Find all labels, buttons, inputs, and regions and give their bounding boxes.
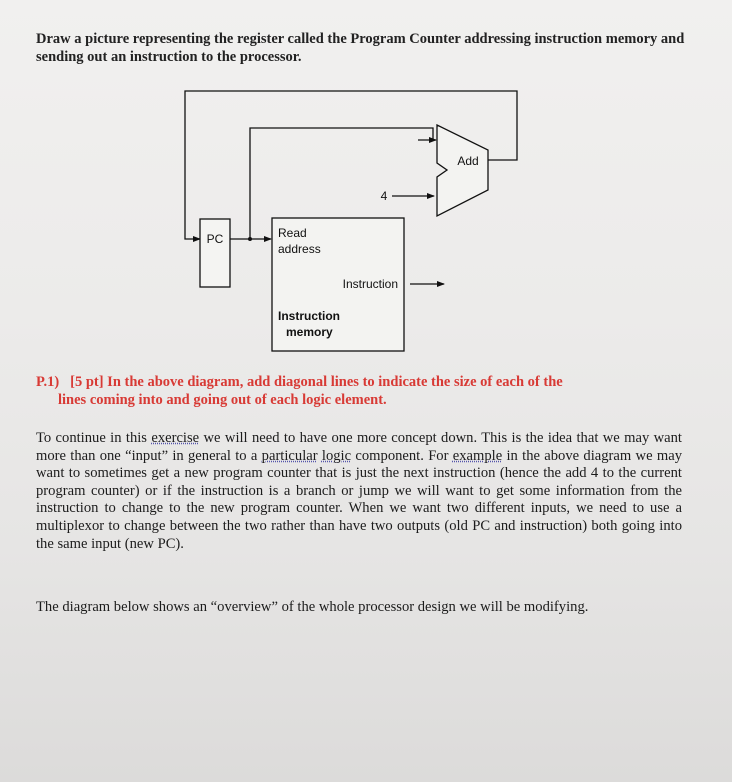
para1-text: in the above diagram we may want to sometimes get a new program counter that is just the next instruction (hence the add 4 to the current program counter) or if the instruction is a branch or jump we will want to get some information from the instruction to change to the new program counter. When we want two different inputs, we need to use a multiplexor to change between the two rather than have two outputs (old PC and instruction) both going into the same input (new PC). [36, 447, 682, 552]
constant-four-label: 4 [380, 189, 388, 203]
memory-label-line2: memory [286, 325, 333, 339]
para1-text: To continue in this [36, 430, 152, 446]
intro-prompt: Draw a picture representing the register called the Program Counter addressing instruction memory and sending out an instruction to the processor. [36, 31, 685, 65]
flagged-word-particular: particular [261, 447, 318, 464]
add-unit [437, 125, 488, 216]
flagged-word-example: example [452, 447, 503, 464]
flagged-word-logic: logic [321, 447, 352, 464]
pc-label: PC [206, 232, 224, 246]
memory-label-line1: Instruction [278, 309, 340, 323]
pc-register [200, 219, 230, 287]
question-text-line1: In the above diagram, add diagonal lines to indicate the size of each of the [107, 374, 563, 390]
paragraph-multiplexor-concept [36, 430, 682, 553]
question-points: [5 pt] [70, 374, 104, 390]
instruction-output-label: Instruction [342, 277, 398, 291]
question-number: P.1) [36, 374, 60, 390]
read-address-label-line2: address [278, 242, 321, 256]
question-text-line2: lines coming into and going out of each logic element. [58, 392, 387, 408]
para1-text: component. For [351, 447, 453, 464]
add-label: Add [457, 154, 479, 168]
question-p1 [36, 373, 686, 409]
paragraph-overview: The diagram below shows an “overview” of the whole processor design we will be modifying. [36, 599, 589, 615]
para1-text: we will need to have one more concept down. This is the idea that we may want more than one “input” in general to a [36, 430, 682, 464]
flagged-word-exercise: exercise [151, 430, 200, 446]
wire-junction [248, 237, 252, 241]
read-address-label-line1: Read [278, 226, 307, 240]
